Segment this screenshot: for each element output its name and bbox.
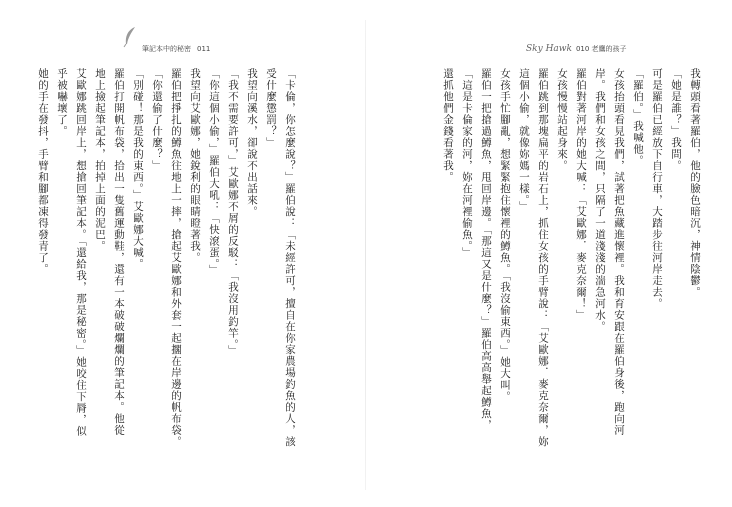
- text-column: 「別碰！那是我的東西。」艾歐娜大喊。: [132, 68, 144, 270]
- text-column: 我轉頭看著羅伯，他的臉色暗沉，神情陰鬱。: [689, 68, 701, 298]
- text-column: 「她是誰？」我問。: [670, 68, 682, 172]
- text-column: 「你還偷了什麼？」: [151, 68, 163, 172]
- text-column: 「這是卡倫家的河，妳在河裡偷魚。」: [461, 68, 473, 259]
- text-column: 受什麼懲罰？」: [265, 68, 277, 149]
- text-column: 我望向溪水，卻說不出話來。: [246, 68, 258, 218]
- text-column: 地上撿起筆記本，拍掉上面的泥巴。: [94, 68, 106, 252]
- text-column: 還抓他們金錢看著我。: [442, 68, 454, 183]
- text-body: [33, 68, 299, 458]
- right-page: [366, 0, 732, 507]
- text-column: 「羅伯。」我喊他。: [632, 68, 644, 167]
- header-script-title: Sky Hawk: [526, 44, 572, 54]
- page-header: [526, 44, 627, 54]
- text-column: 「卡倫，你怎麼說？」羅伯說：「未經許可，擅自在你家農場釣魚的人，該: [284, 68, 296, 448]
- text-column: 乎被嚇壞了。: [56, 68, 68, 137]
- text-column: 羅伯打開帆布袋，拾出一隻舊運動鞋，還有一本破破爛爛的筆記本。他從: [113, 68, 125, 436]
- text-column: 女孩慢慢站起身來。: [556, 68, 568, 172]
- page-header: [142, 44, 210, 54]
- text-column: 「我不需要許可，」艾歐娜不屑的反駁：「我沒用釣竿。」: [227, 68, 239, 357]
- feather-ornament-icon: [122, 26, 138, 48]
- text-column: 她的手在發抖，手臂和腳都凍得發青了。: [37, 68, 49, 275]
- text-column: 羅伯一把搶過鱒魚，甩回岸邊。「那這又是什麼？」羅伯高高舉起鱒魚，: [480, 68, 492, 431]
- text-column: 女孩手忙腳亂，想緊緊抱住懷裡的鱒魚。「我沒偷東西。」她大叫。: [499, 68, 511, 403]
- page-number: 010: [575, 45, 590, 53]
- text-column: 可是羅伯已經放下自行車，大踏步往河岸走去。: [651, 68, 663, 310]
- header-title: 老鷹的孩子: [591, 45, 627, 53]
- text-column: 羅伯把掙扎的鱒魚往地上一摔，搶起艾歐娜和外套一起擱在岸邊的帆布袋。: [170, 68, 182, 448]
- text-column: 女孩抬頭看見我們，試著把魚藏進懷裡。我和育安跟在羅伯身後，跑向河: [613, 68, 625, 436]
- text-column: 岸。我們和女孩之間，只隔了一道淺淺的湍急河水。: [594, 68, 606, 333]
- text-column: 我望向艾歐娜，她銳利的眼睛瞪著我。: [189, 68, 201, 264]
- text-column: 羅伯對著河岸的她大喊：「艾歐娜．麥克奈爾！」: [575, 68, 587, 321]
- page-number: 011: [197, 45, 211, 53]
- text-body: [438, 68, 704, 458]
- header-title: 筆記本中的秘密: [142, 45, 191, 53]
- text-column: 艾歐娜跳回岸上，想搶回筆記本。「還給我，那是秘密。」她咬住下脣，似: [75, 68, 87, 437]
- text-column: 這個小偷，就像妳媽一樣。」: [518, 68, 530, 213]
- text-column: 羅伯跳到那塊扁平的岩石上，抓住女孩的手臂說：「艾歐娜．麥克奈爾，妳: [537, 68, 549, 448]
- text-column: 「你這個小偷，」羅伯大吼：「快滾蛋。」: [208, 68, 220, 276]
- left-page: [0, 0, 365, 507]
